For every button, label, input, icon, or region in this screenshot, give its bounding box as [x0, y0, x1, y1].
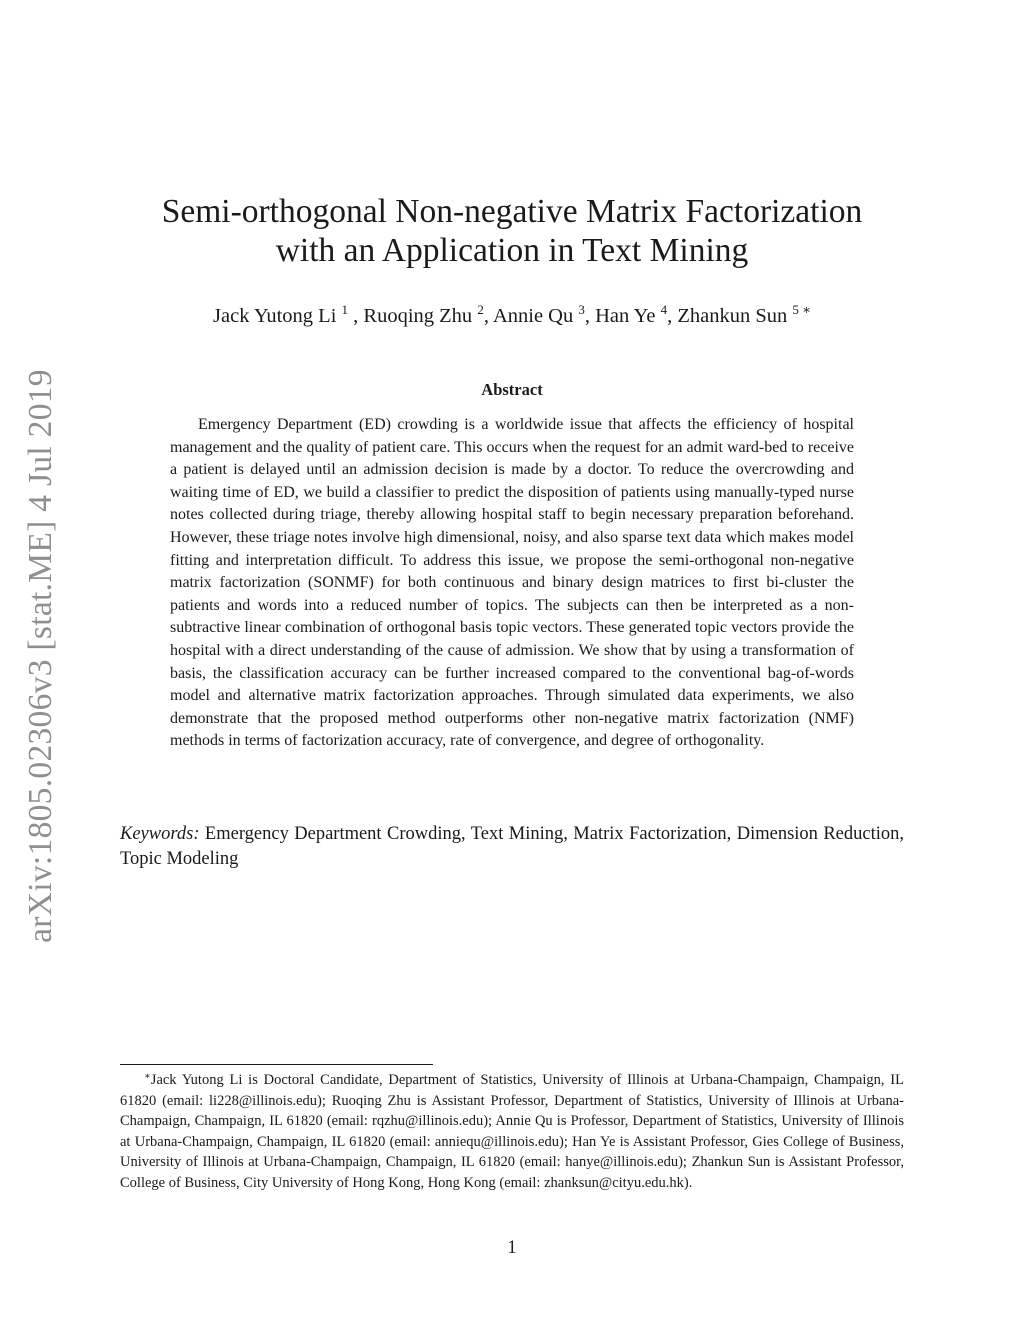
author-separator: ,	[584, 305, 596, 327]
keywords	[120, 822, 904, 871]
author-separator: ,	[667, 305, 678, 327]
abstract-heading: Abstract	[481, 380, 543, 399]
author-mark: 1	[341, 302, 349, 317]
arxiv-identifier: arXiv:1805.02306v3 [stat.ME] 4 Jul 2019	[22, 369, 59, 943]
author-mark: 4	[660, 302, 668, 317]
author-separator: ,	[483, 305, 493, 327]
footnote-text: Jack Yutong Li is Doctoral Candidate, Department of Statistics, University of Illinois at Urbana-Champaign, Champaign, IL 61820 (email: li228@illinois.edu); Ruoqing Zhu is Assistant Professor, Department of Statistics, University of Illinois at Urbana-Champaign, Champaign, IL 61820 (email: rqzhu@illinois.edu); Annie Qu is Professor, Department of Statistics, University of Illinois at Urbana-Champaign, Champaign, IL 61820 (email: anniequ@illinois.edu); Han Ye is Assistant Professor, Gies College of Business, University of Illinois at Urbana-Champaign, Champaign, IL 61820 (email: hanye@illinois.edu); Zhankun Sun is Assistant Professor, College of Business, City University of Hong Kong, Hong Kong (email: zhanksun@cityu.edu.hk).	[120, 1072, 904, 1191]
author-name: Jack Yutong Li	[213, 305, 337, 327]
author-name: Zhankun Sun	[677, 305, 788, 327]
author-name: Ruoqing Zhu	[363, 305, 473, 327]
page-number: 1	[507, 1238, 517, 1258]
paper-title	[120, 192, 904, 270]
author-name: Han Ye	[595, 305, 656, 327]
footnote-rule	[120, 1064, 433, 1065]
title-line-1: Semi-orthogonal Non-negative Matrix Factorization	[161, 193, 863, 230]
author-mark: 3	[578, 302, 585, 317]
author-mark: 5 ∗	[792, 302, 811, 317]
footnote-mark: ∗	[144, 1071, 151, 1082]
author-name: Annie Qu	[492, 305, 574, 327]
arxiv-side-stamp	[6, 368, 76, 944]
keywords-label: Keywords:	[120, 824, 200, 844]
author-list	[120, 302, 904, 330]
author-mark: 2	[477, 302, 484, 317]
author-separator: ,	[348, 305, 364, 327]
title-line-2: with an Application in Text Mining	[275, 232, 749, 269]
abstract-text: Emergency Department (ED) crowding is a worldwide issue that affects the efficiency of hospital management and the quality of patient care. This occurs when the request for an admit ward-bed to receive a patient is delayed until an admission decision is made by a doctor. To reduce the overcrowding and waiting time of ED, we build a classifier to predict the disposition of patients using manually-typed nurse notes collected during triage, thereby allowing hospital staff to begin necessary preparation beforehand. However, these triage notes involve high dimensional, noisy, and also sparse text data which makes model fitting and interpretation difficult. To address this issue, we propose the semi-orthogonal non-negative matrix factorization (SONMF) for both continuous and binary design matrices to first bi-cluster the patients and words into a reduced number of topics. The subjects can then be interpreted as a non-subtractive linear combination of orthogonal basis topic vectors. These generated topic vectors provide the hospital with a direct understanding of the cause of admission. We show that by using a transformation of basis, the classification accuracy can be further increased compared to the conventional bag-of-words model and alternative matrix factorization approaches. Through simulated data experiments, we also demonstrate that the proposed method outperforms other non-negative matrix factorization (NMF) methods in terms of factorization accuracy, rate of convergence, and degree of orthogonality.	[170, 416, 854, 750]
footnote	[120, 1070, 904, 1194]
keywords-text: Emergency Department Crowding, Text Mining, Matrix Factorization, Dimension Reduction, Topic Modeling	[120, 824, 905, 869]
